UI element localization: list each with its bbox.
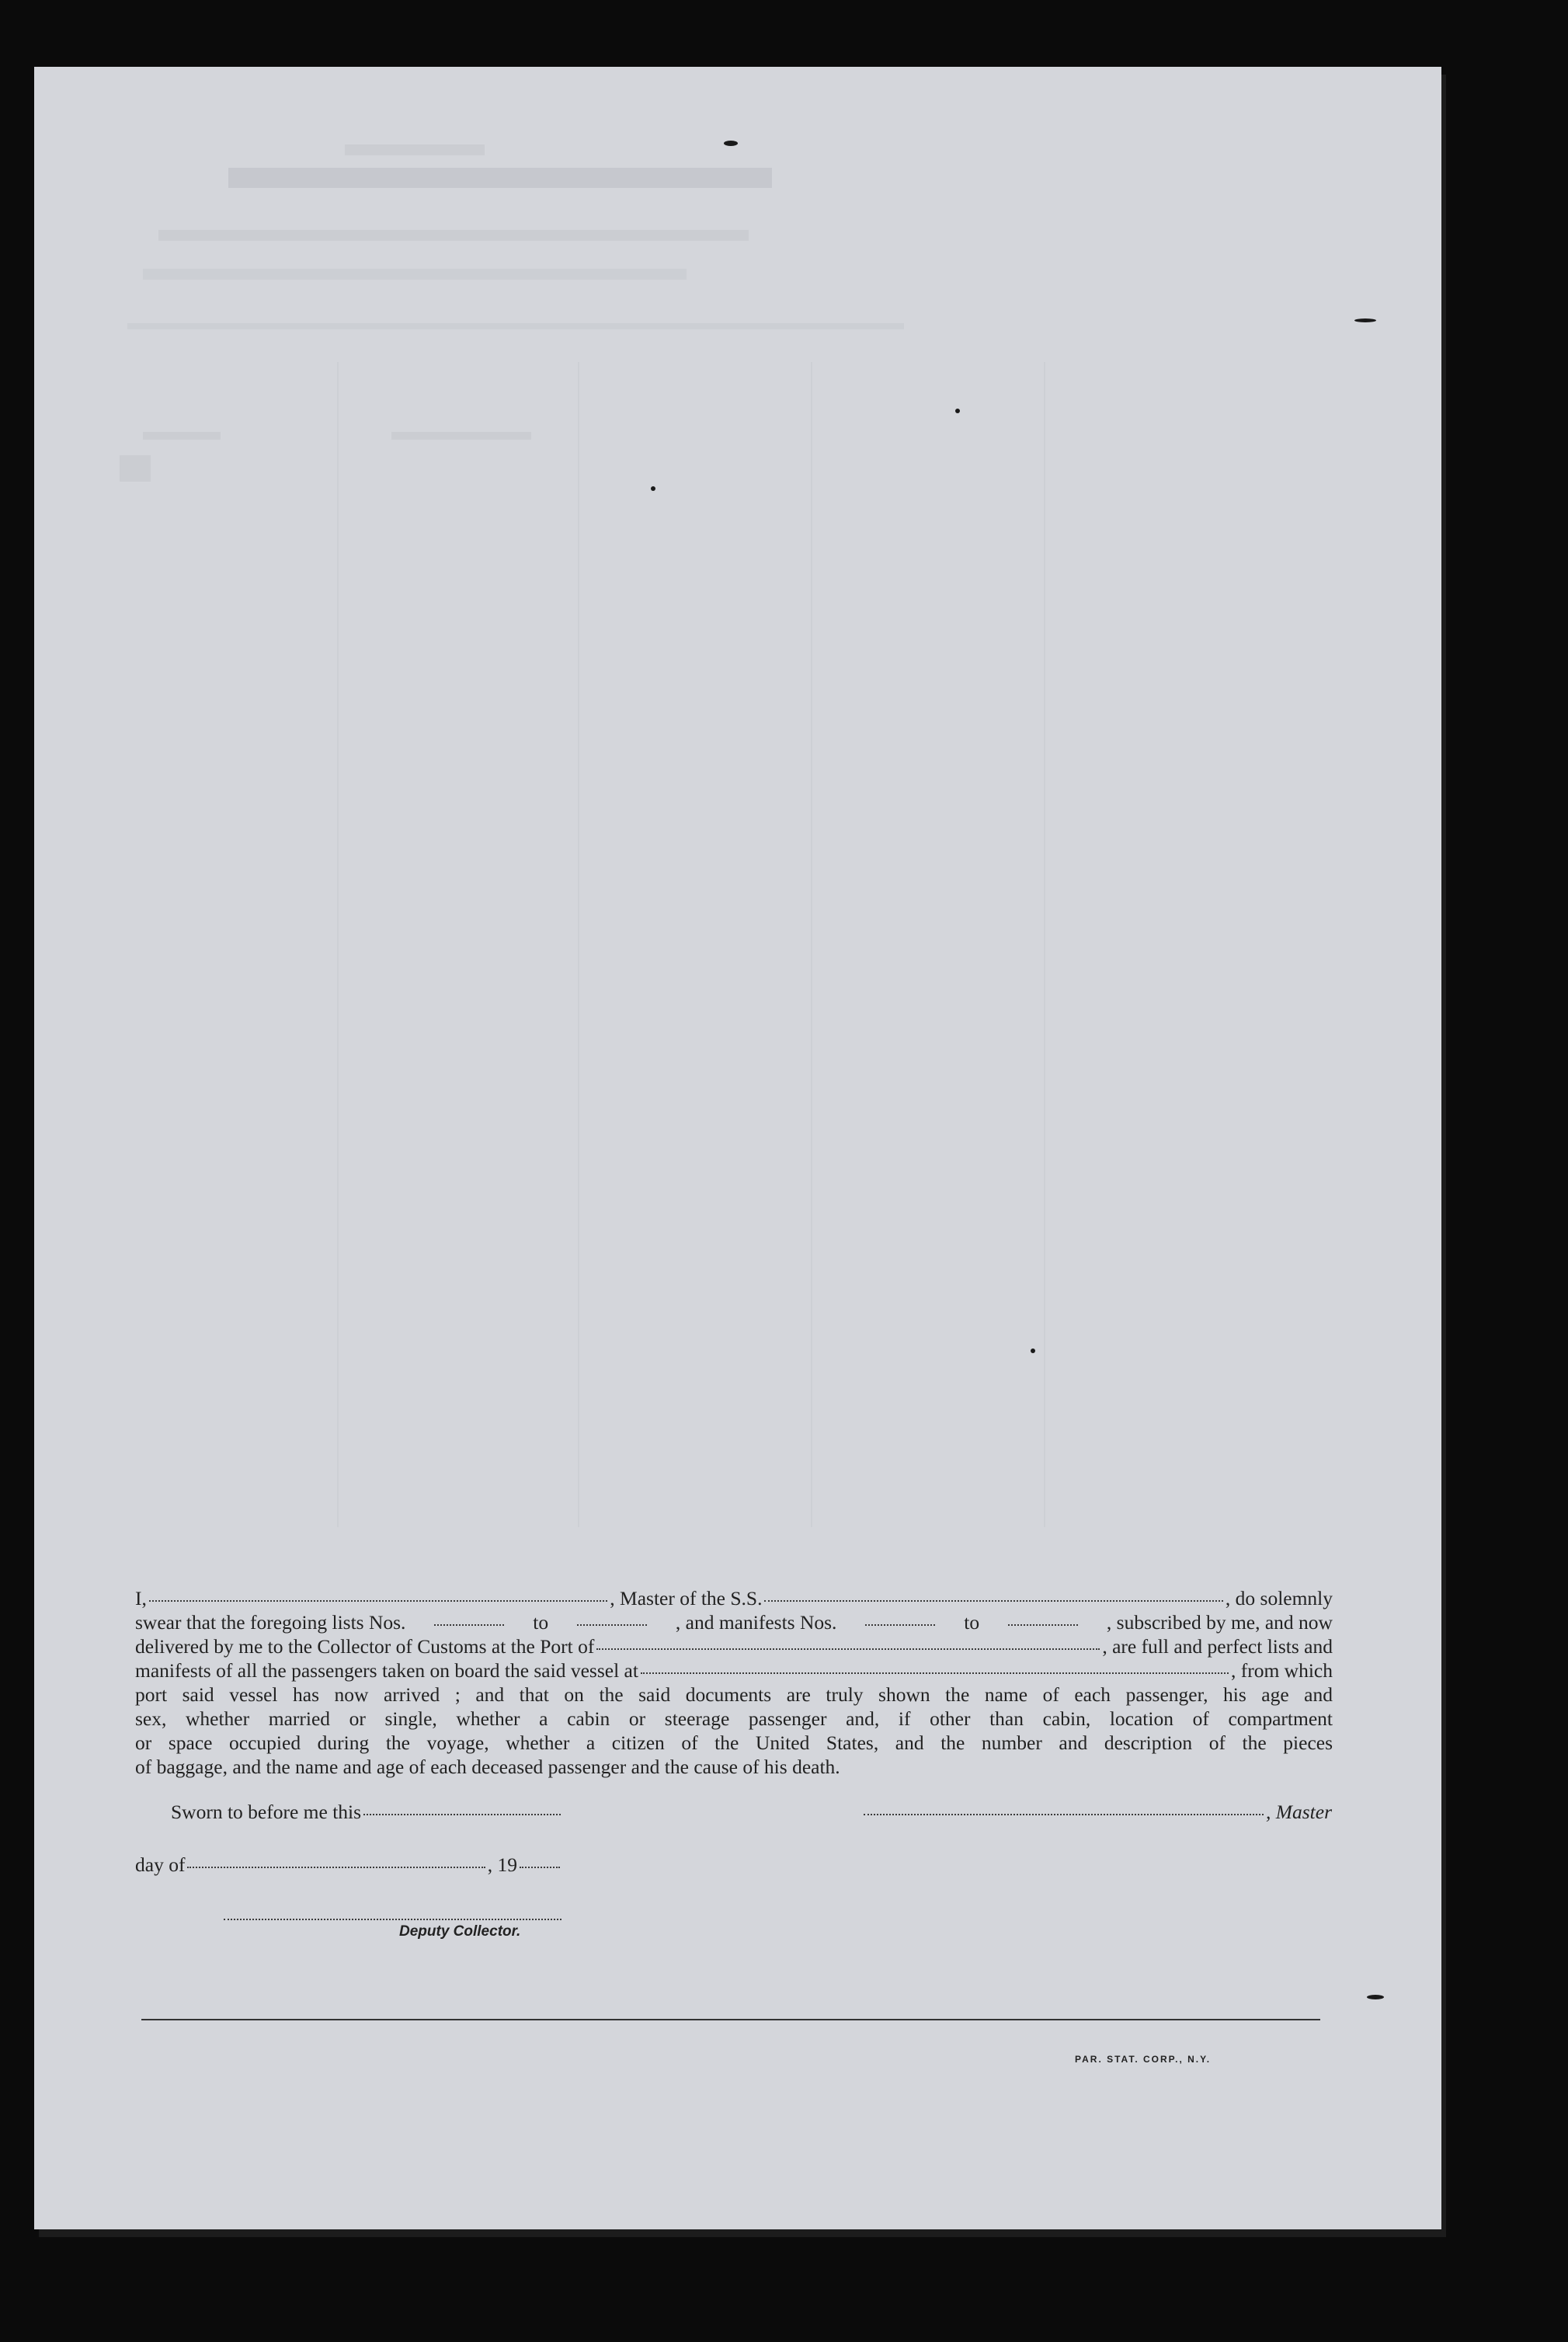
oath-line <box>135 1634 1333 1658</box>
blank-field <box>1008 1624 1078 1626</box>
blank-field <box>434 1624 504 1626</box>
oath-text: swear that the foregoing lists Nos. <box>135 1611 406 1634</box>
bleed-through-manifest-header <box>34 67 1441 1543</box>
speck <box>1354 318 1376 322</box>
oath-line: or space occupied during the voyage, whether a citizen of the United States, and the number and description of the pieces <box>135 1731 1333 1754</box>
oath-line: port said vessel has now arrived ; and that on the said documents are truly shown the name of each passenger, his age and <box>135 1683 1333 1706</box>
blank-field <box>149 1600 607 1602</box>
blank-field <box>577 1624 647 1626</box>
oath-text: to <box>533 1611 549 1634</box>
speck <box>955 409 960 413</box>
blank-field <box>363 1814 561 1815</box>
day-of-label: day of <box>135 1853 186 1876</box>
deputy-collector-label: Deputy Collector. <box>399 1923 521 1940</box>
oath-text: I, <box>135 1587 147 1609</box>
oath-text: , and manifests Nos. <box>675 1611 837 1634</box>
oath-line <box>135 1658 1333 1683</box>
speck <box>724 141 738 146</box>
oath-text: , Master of the S.S. <box>610 1587 763 1609</box>
speck <box>1367 1995 1384 1999</box>
printer-imprint: PAR. STAT. CORP., N.Y. <box>1075 2054 1212 2065</box>
master-signature-line <box>861 1801 1332 1824</box>
day-line <box>135 1853 562 1877</box>
deputy-signature-line <box>224 1919 561 1920</box>
oath-text: , are full and perfect lists and <box>1102 1635 1333 1658</box>
blank-field <box>187 1867 485 1868</box>
oath-text: manifests of all the passengers taken on board the said vessel at <box>135 1659 638 1682</box>
oath-text: , subscribed by me, and now <box>1106 1611 1333 1634</box>
blank-field <box>520 1867 560 1868</box>
blank-field <box>864 1814 1264 1815</box>
oath-text: , from which <box>1230 1659 1333 1682</box>
oath-line: of baggage, and the name and age of each deceased passenger and the cause of his death. <box>135 1756 840 1778</box>
year-label: , 19 <box>487 1853 517 1876</box>
speck <box>651 486 655 491</box>
oath-text: to <box>964 1611 980 1634</box>
blank-field <box>764 1600 1222 1602</box>
speck <box>1031 1348 1035 1353</box>
sworn-line <box>171 1801 563 1824</box>
manifest-back-page <box>34 67 1441 2229</box>
oath-line <box>135 1586 1333 1610</box>
oath-text: delivered by me to the Collector of Customs at the Port of <box>135 1635 595 1658</box>
blank-field <box>865 1624 935 1626</box>
oath-line: sex, whether married or single, whether a cabin or steerage passenger and, if other than cabin, location of compartment <box>135 1707 1333 1730</box>
blank-field <box>641 1672 1229 1674</box>
oath-line <box>135 1610 1333 1634</box>
oath-text: , do solemnly <box>1225 1587 1333 1609</box>
masters-oath-paragraph <box>135 1586 1333 1779</box>
bottom-rule <box>141 2019 1320 2020</box>
sworn-label: Sworn to before me this <box>171 1801 362 1823</box>
master-label: , Master <box>1266 1801 1332 1823</box>
blank-field <box>596 1648 1100 1650</box>
